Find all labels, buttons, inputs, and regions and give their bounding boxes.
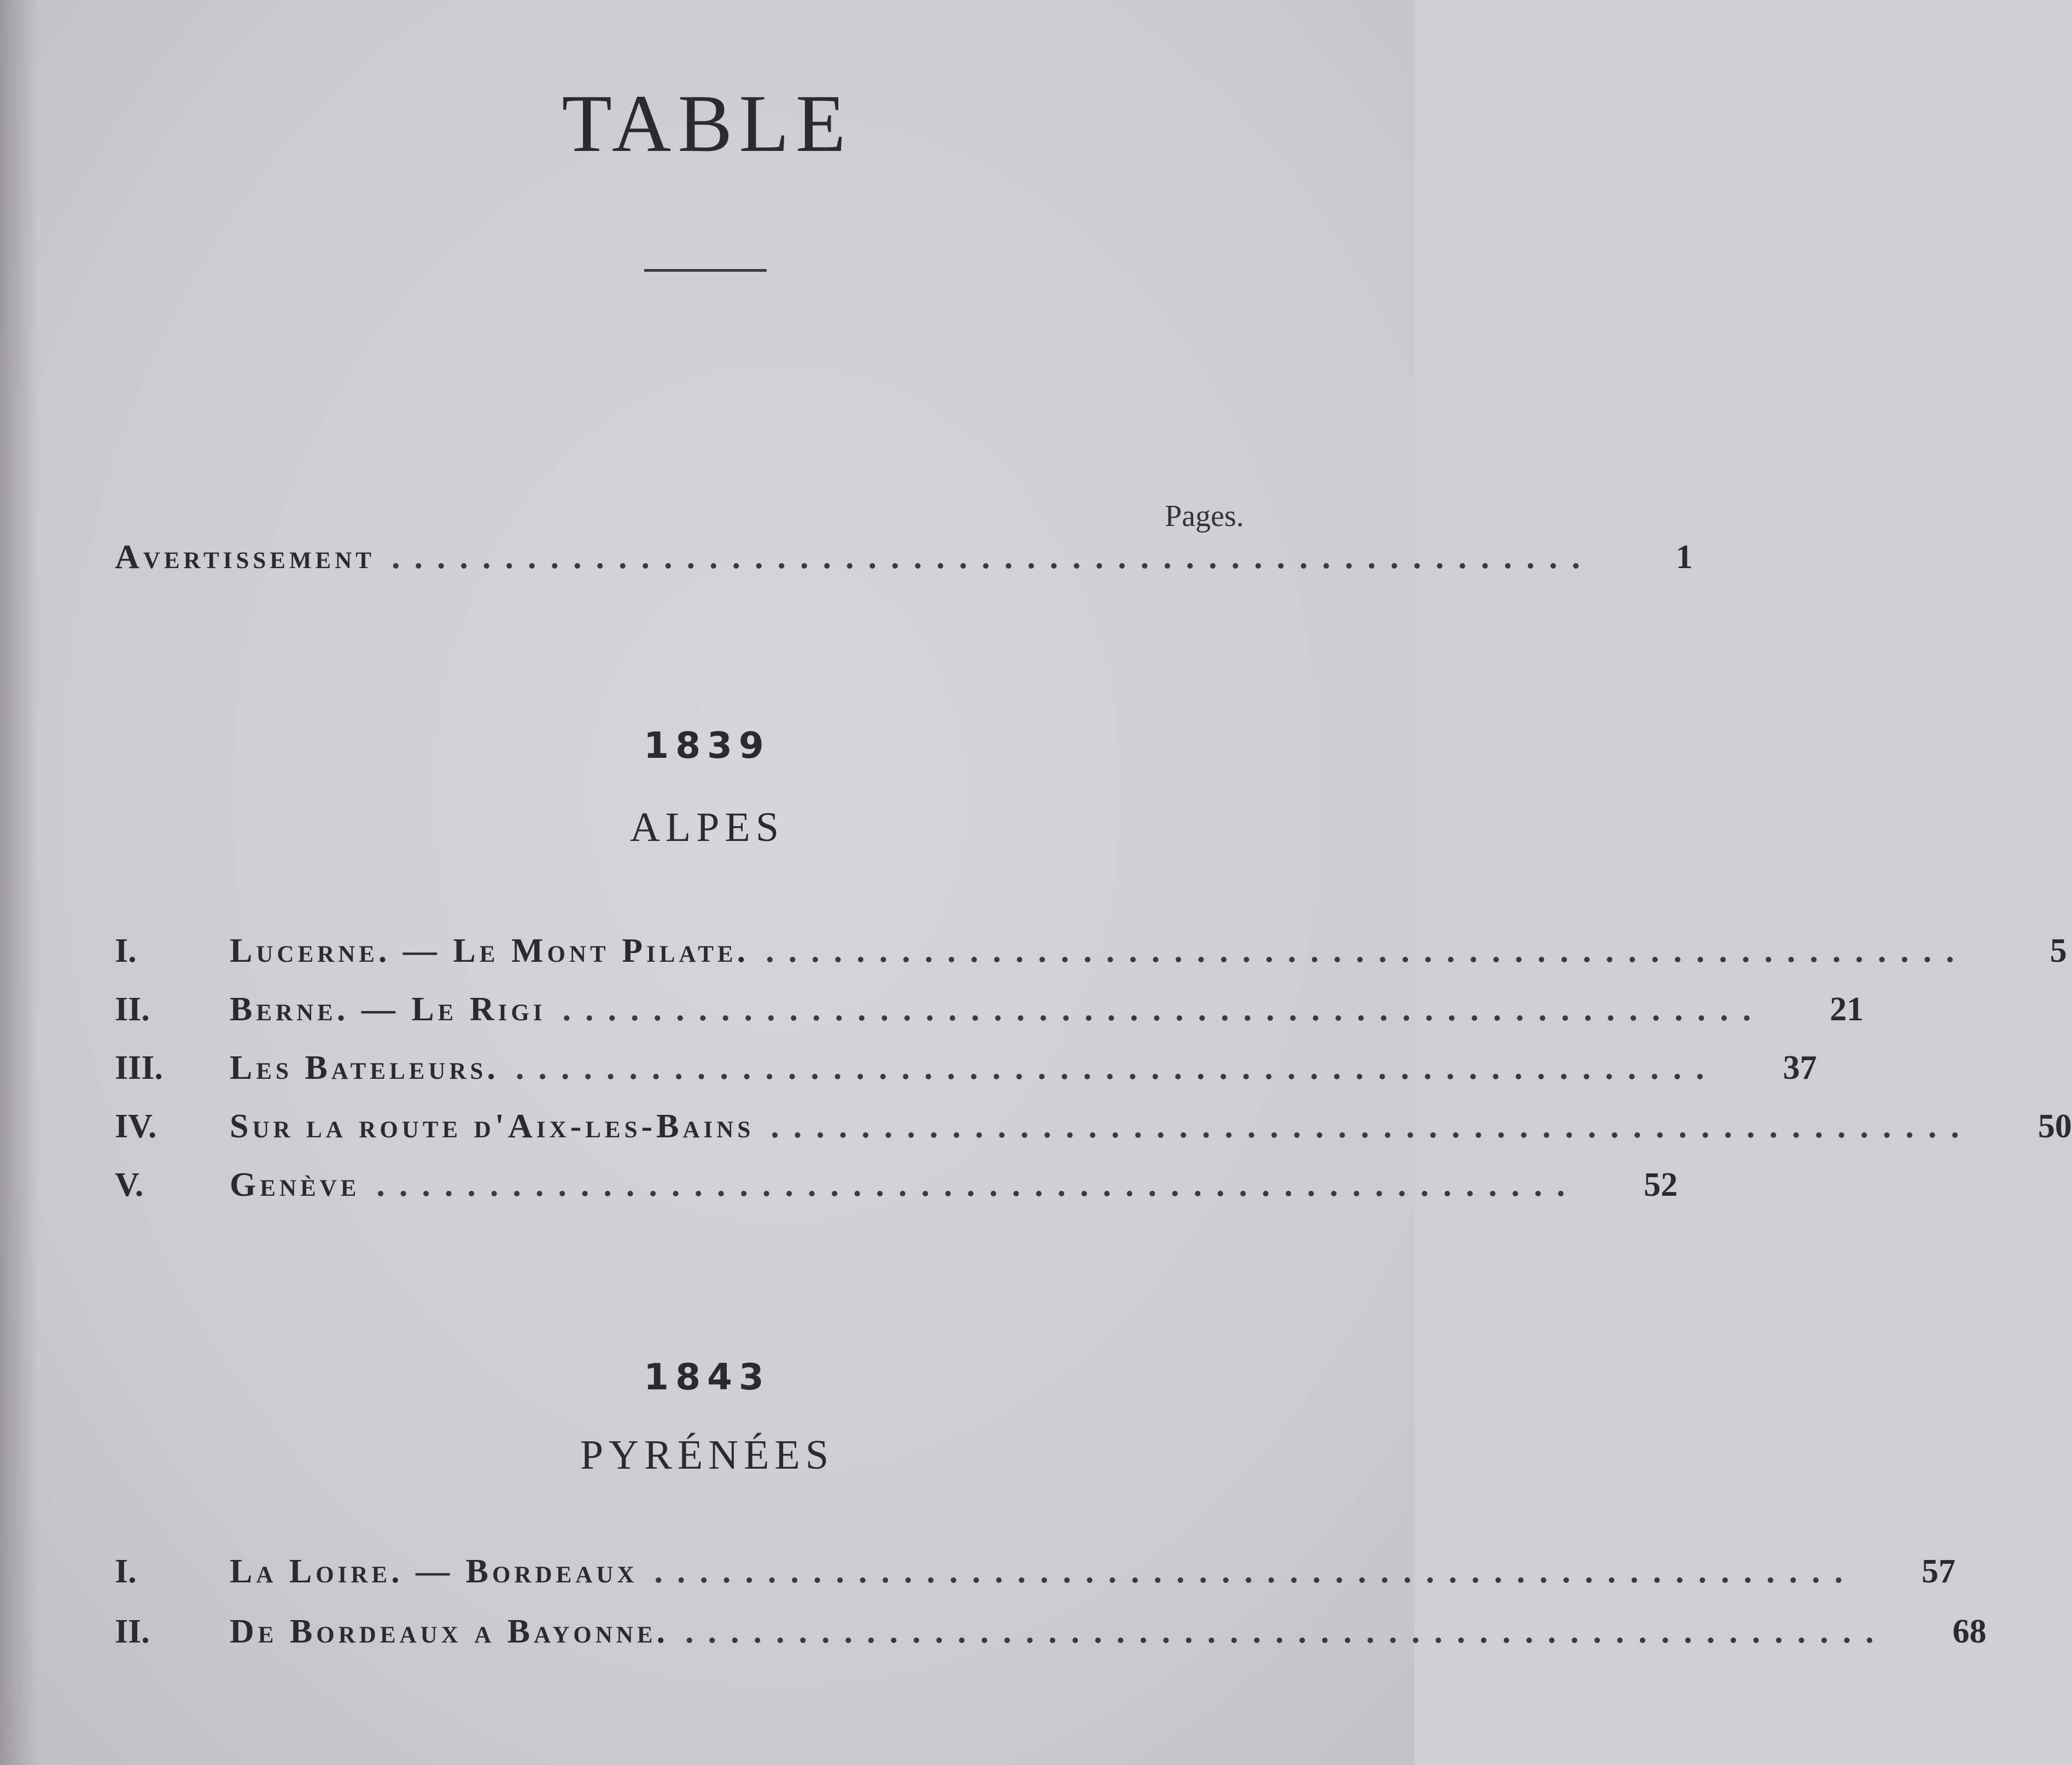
toc-entry bbox=[115, 1097, 2072, 1146]
toc-entry-number: III. bbox=[115, 1049, 163, 1086]
dot-leader: ..................................................... bbox=[654, 1553, 1857, 1590]
toc-entry-title: La Loire. — Bordeaux bbox=[230, 1553, 638, 1590]
dot-leader: ..................................................... bbox=[685, 1613, 1888, 1650]
toc-entry-number: V. bbox=[115, 1166, 144, 1203]
page-spine-shadow bbox=[0, 0, 38, 1765]
dot-leader: ..................................................... bbox=[376, 1166, 1579, 1203]
toc-entry bbox=[115, 980, 1864, 1029]
toc-entry-title: Les Bateleurs. bbox=[230, 1049, 499, 1086]
pages-column-label: Pages. bbox=[1165, 499, 1244, 533]
toc-entry-avertissement bbox=[115, 528, 1693, 577]
section-year: 1839 bbox=[644, 724, 771, 767]
toc-entry bbox=[115, 1602, 1987, 1651]
dot-leader: ..................................................... bbox=[766, 932, 1969, 969]
toc-entry-title: Sur la route d'Aix-les-Bains bbox=[230, 1108, 755, 1145]
toc-entry-title: Berne. — Le Rigi bbox=[230, 991, 546, 1028]
toc-entry-page: 1 bbox=[1676, 539, 1693, 576]
toc-entry bbox=[115, 1542, 1956, 1591]
section-heading: ALPES bbox=[629, 804, 785, 850]
dot-leader: ..................................................... bbox=[391, 539, 1595, 576]
page-title: TABLE bbox=[562, 78, 853, 169]
toc-entry-page: 57 bbox=[1921, 1553, 1956, 1590]
toc-entry-page: 37 bbox=[1783, 1049, 1817, 1086]
toc-entry-title: De Bordeaux a Bayonne. bbox=[230, 1613, 669, 1650]
toc-entry-number: I. bbox=[115, 1553, 137, 1590]
dot-leader: ..................................................... bbox=[771, 1108, 1974, 1145]
toc-entry-page: 50 bbox=[2038, 1108, 2072, 1145]
toc-entry-page: 5 bbox=[2050, 932, 2067, 969]
toc-entry-number: II. bbox=[115, 1613, 150, 1650]
section-heading: PYRÉNÉES bbox=[580, 1432, 834, 1478]
toc-entry-number: IV. bbox=[115, 1108, 157, 1145]
section-year: 1843 bbox=[644, 1356, 771, 1398]
toc-entry bbox=[115, 1038, 1817, 1088]
toc-entry-number: II. bbox=[115, 991, 150, 1028]
toc-entry bbox=[115, 921, 2067, 971]
dot-leader: ..................................................... bbox=[515, 1049, 1719, 1086]
toc-entry-title: Avertissement bbox=[115, 539, 375, 576]
dot-leader: ..................................................... bbox=[562, 991, 1766, 1028]
toc-entry bbox=[115, 1155, 1678, 1205]
title-rule bbox=[644, 269, 767, 272]
toc-entry-title: Lucerne. — Le Mont Pilate. bbox=[230, 932, 750, 969]
toc-entry-number: I. bbox=[115, 932, 137, 969]
toc-entry-page: 68 bbox=[1952, 1613, 1987, 1650]
toc-entry-page: 52 bbox=[1643, 1166, 1678, 1203]
toc-entry-page: 21 bbox=[1830, 991, 1864, 1028]
toc-entry-title: Genève bbox=[230, 1166, 360, 1203]
